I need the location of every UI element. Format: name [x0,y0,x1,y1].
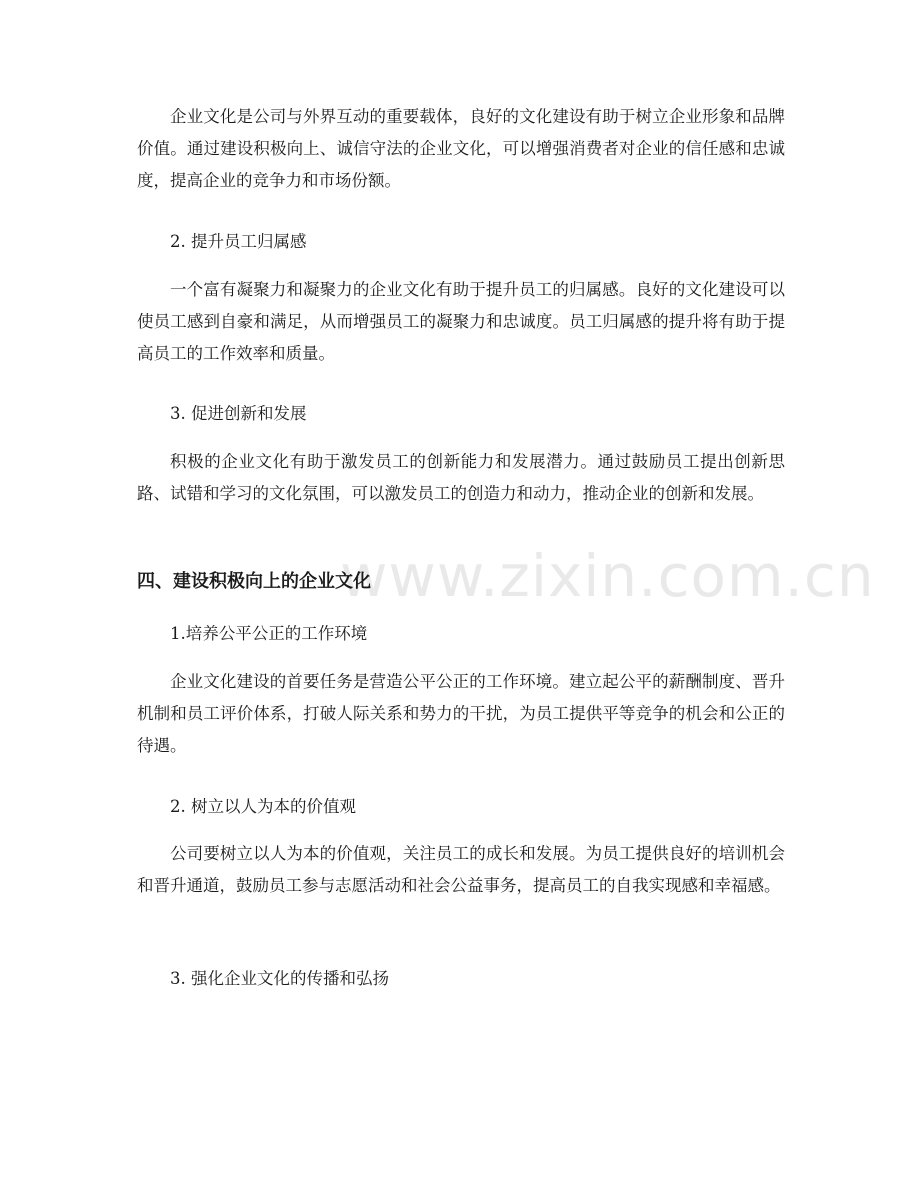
paragraph-brand-image: 企业文化是公司与外界互动的重要载体，良好的文化建设有助于树立企业形象和品牌价值。通过建设积极向上、诚信守法的企业文化，可以增强消费者对企业的信任感和忠诚度，提高企业的竞争力和市场份额。 [137,107,785,190]
section-heading-4: 四、建设积极向上的企业文化 [137,571,371,592]
watermark-text: www.zixin.com.cn [340,542,875,610]
subheading-belonging: 2. 提升员工归属感 [170,232,307,251]
subheading-culture-spread: 3. 强化企业文化的传播和弘扬 [170,969,389,988]
paragraph-innovation: 积极的企业文化有助于激发员工的创新能力和发展潜力。通过鼓励员工提出创新思路、试错和学习的文化氛围，可以激发员工的创造力和动力，推动企业的创新和发展。 [137,452,785,503]
subheading-fair-environment: 1.培养公平公正的工作环境 [170,624,368,643]
paragraph-belonging: 一个富有凝聚力和凝聚力的企业文化有助于提升员工的归属感。良好的文化建设可以使员工感到自豪和满足，从而增强员工的凝聚力和忠诚度。员工归属感的提升将有助于提高员工的工作效率和质量。 [137,280,785,363]
subheading-people-oriented: 2. 树立以人为本的价值观 [170,797,356,816]
paragraph-people-oriented: 公司要树立以人为本的价值观，关注员工的成长和发展。为员工提供良好的培训机会和晋升通道，鼓励员工参与志愿活动和社会公益事务，提高员工的自我实现感和幸福感。 [137,844,785,895]
paragraph-fair-environment: 企业文化建设的首要任务是营造公平公正的工作环境。建立起公平的薪酬制度、晋升机制和员工评价体系，打破人际关系和势力的干扰，为员工提供平等竞争的机会和公正的待遇。 [137,672,785,755]
subheading-innovation: 3. 促进创新和发展 [170,404,307,423]
